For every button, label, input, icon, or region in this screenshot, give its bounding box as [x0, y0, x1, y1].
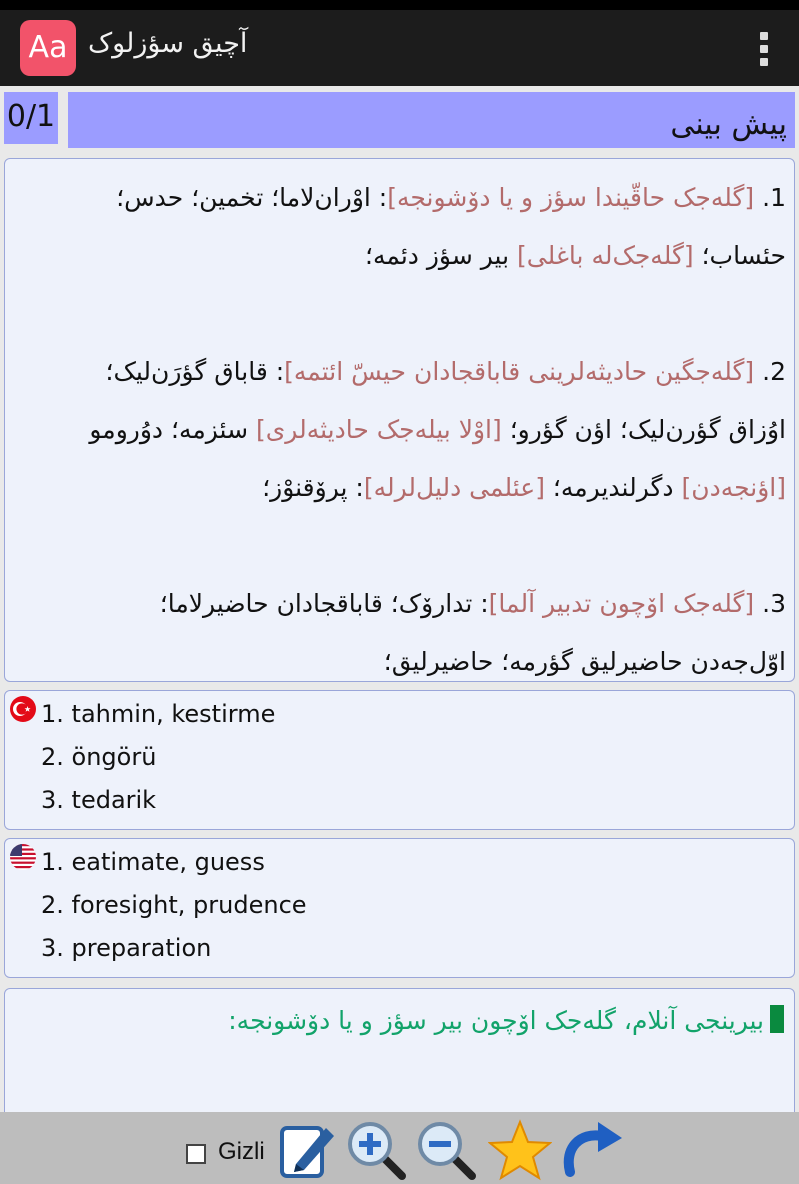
app-title: آچیق سؤزلوک	[88, 28, 248, 59]
result-counter: 0/1	[4, 92, 58, 144]
definition-context-tag: [عئلمی دلیل‌لرله]	[363, 473, 545, 502]
definition-text: : پرۆقنوْز؛	[262, 473, 364, 502]
turkish-translation-panel	[4, 690, 795, 830]
definitions-list	[13, 169, 786, 691]
hidden-checkbox[interactable]	[186, 1144, 206, 1164]
definition-context-tag: [گله‌جک‌له باغلی]	[516, 241, 694, 270]
definition-2-line-1	[13, 343, 786, 401]
bottom-toolbar	[0, 1112, 799, 1184]
definition-context-tag: [اؤنجه‌دن]	[681, 473, 786, 502]
definition-text: 2.	[754, 357, 786, 386]
favorite-star-icon[interactable]	[488, 1118, 552, 1182]
definition-2-line-3	[13, 459, 786, 517]
definition-text: : اوْران‌لاما؛ تخمین؛ حدس؛	[116, 183, 388, 212]
example-heading-text: بیرینجی آنلام، گله‌جک اۆچون بیر سؤز و یا دۆشونجه:	[228, 1006, 764, 1035]
definition-2-line-2	[13, 401, 786, 459]
english-translation-panel	[4, 838, 795, 978]
redo-arrow-icon[interactable]	[560, 1118, 624, 1182]
definition-text: : قاباق گؤرَن‌لیک؛	[105, 357, 285, 386]
turkish-item-2: 2. öngörü	[41, 743, 157, 771]
definition-text: 1.	[754, 183, 786, 212]
definition-1-line-2	[13, 227, 786, 285]
section-marker	[770, 1005, 784, 1033]
app-logo-icon: Aa	[20, 20, 76, 76]
english-item-1: 1. eatimate, guess	[41, 848, 265, 876]
definition-context-tag: [اوْلا بیله‌جک حادیثه‌لری]	[255, 415, 502, 444]
definition-3-line-2	[13, 633, 786, 691]
definition-text: : تدارۆک؛ قاباقجادان حاضیرلاما؛	[159, 589, 489, 618]
definition-context-tag: [گله‌جگین حادیثه‌لرینی قاباقجادان حیسّ ائتمه]	[284, 357, 755, 386]
action-bar	[0, 10, 799, 86]
headword-title: پیش بینی	[68, 92, 795, 148]
definition-text: اوّل‌جه‌دن حاضیرلیق گؤرمه؛ حاضیرلیق؛	[383, 647, 786, 676]
zoom-in-icon[interactable]	[344, 1118, 408, 1182]
definition-text: حئساب؛	[693, 241, 786, 270]
overflow-menu-icon[interactable]	[759, 32, 769, 66]
turkish-item-1: 1. tahmin, kestirme	[41, 700, 276, 728]
zoom-out-icon[interactable]	[414, 1118, 478, 1182]
hidden-label[interactable]: Gizli	[218, 1138, 265, 1165]
definition-text: اوُزاق گؤرن‌لیک؛ اؤن گؤرو؛	[501, 415, 786, 444]
definition-context-tag: [گله‌جک حاقّیندا سؤز و یا دۆشونجه]	[387, 183, 755, 212]
definition-3-line-1	[13, 575, 786, 633]
definition-text: دگرلندیرمه؛	[544, 473, 682, 502]
usa-flag-icon	[9, 843, 37, 871]
turkey-flag-icon	[9, 695, 37, 723]
edit-note-icon[interactable]	[276, 1118, 340, 1182]
definition-spacer	[13, 517, 786, 575]
definition-context-tag: [گله‌جک اۆچون تدبیر آلما]	[488, 589, 755, 618]
english-item-2: 2. foresight, prudence	[41, 891, 307, 919]
definitions-panel	[4, 158, 795, 682]
example-panel	[4, 988, 795, 1128]
turkish-item-3: 3. tedarik	[41, 786, 157, 814]
example-heading	[15, 999, 784, 1043]
definition-1-line-1	[13, 169, 786, 227]
english-item-3: 3. preparation	[41, 934, 212, 962]
definition-spacer	[13, 285, 786, 343]
definition-text: سئزمه؛ دوُرومو	[89, 415, 256, 444]
status-bar	[0, 0, 799, 10]
definition-text: بیر سؤز دئمه؛	[365, 241, 517, 270]
definition-text: 3.	[754, 589, 786, 618]
